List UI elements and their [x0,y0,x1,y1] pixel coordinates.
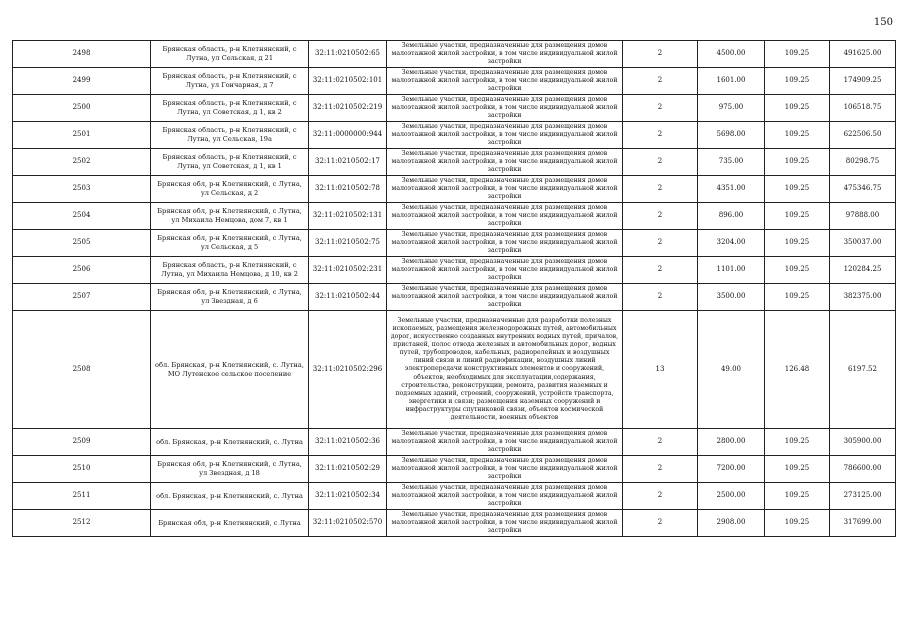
table-row [13,203,896,230]
area-cell: 1601.00 [698,68,765,95]
table-row [13,176,896,203]
address-cell: Брянская область, р-н Клетнянский, с Лутна, ул Гончарная, д 7 [151,68,309,95]
table-row [13,95,896,122]
row-number: 2512 [13,510,151,537]
group-code-cell: 2 [623,284,698,311]
land-use-cell: Земельные участки, предназначенные для размещения домов малоэтажной жилой застройки, в том числе индивидуальной жилой застройки [387,149,623,176]
address-cell: Брянская область, р-н Клетнянский, с Лутна, ул Сельская, д 21 [151,41,309,68]
address-cell: Брянская область, р-н Клетнянский, с Лутна, ул Михаила Немцова, д 10, кв 2 [151,257,309,284]
area-cell: 3500.00 [698,284,765,311]
specific-value-cell: 126.48 [765,311,830,429]
cadastral-value-cell: 97888.00 [830,203,896,230]
specific-value-cell: 109.25 [765,122,830,149]
address-cell: Брянская область, р-н Клетнянский, с Лутна, ул Сельская, 19а [151,122,309,149]
table-row [13,311,896,429]
row-number: 2506 [13,257,151,284]
specific-value-cell: 109.25 [765,68,830,95]
table-row [13,122,896,149]
specific-value-cell: 109.25 [765,230,830,257]
cadastral-value-cell: 475346.75 [830,176,896,203]
row-number: 2501 [13,122,151,149]
land-use-cell: Земельные участки, предназначенные для размещения домов малоэтажной жилой застройки, в том числе индивидуальной жилой застройки [387,95,623,122]
row-number: 2509 [13,429,151,456]
cadastral-number-cell: 32:11:0210502:131 [309,203,387,230]
land-use-cell: Земельные участки, предназначенные для размещения домов малоэтажной жилой застройки, в том числе индивидуальной жилой застройки [387,510,623,537]
cadastral-number-cell: 32:11:0210502:231 [309,257,387,284]
specific-value-cell: 109.25 [765,429,830,456]
specific-value-cell: 109.25 [765,483,830,510]
specific-value-cell: 109.25 [765,41,830,68]
row-number: 2505 [13,230,151,257]
cadastral-value-cell: 273125.00 [830,483,896,510]
row-number: 2510 [13,456,151,483]
group-code-cell: 2 [623,456,698,483]
table-row [13,230,896,257]
group-code-cell: 2 [623,176,698,203]
group-code-cell: 2 [623,122,698,149]
row-number: 2498 [13,41,151,68]
table-row [13,41,896,68]
row-number: 2504 [13,203,151,230]
address-cell: Брянская обл, р-н Клетнянский, с Лутна [151,510,309,537]
cadastral-number-cell: 32:11:0000000:944 [309,122,387,149]
cadastral-value-cell: 382375.00 [830,284,896,311]
cadastral-number-cell: 32:11:0210502:219 [309,95,387,122]
specific-value-cell: 109.25 [765,284,830,311]
address-cell: Брянская обл, р-н Клетнянский, с Лутна, ул Звездная, д 18 [151,456,309,483]
specific-value-cell: 109.25 [765,456,830,483]
specific-value-cell: 109.25 [765,203,830,230]
address-cell: обл. Брянская, р-н Клетнянский, с. Лутна [151,483,309,510]
group-code-cell: 2 [623,483,698,510]
cadastral-number-cell: 32:11:0210502:101 [309,68,387,95]
address-cell: обл. Брянская, р-н Клетнянский, с. Лутна [151,429,309,456]
area-cell: 2500.00 [698,483,765,510]
land-use-cell: Земельные участки, предназначенные для размещения домов малоэтажной жилой застройки, в том числе индивидуальной жилой застройки [387,230,623,257]
address-cell: Брянская область, р-н Клетнянский, с Лутна, ул Советская, д 1, кв 2 [151,95,309,122]
row-number: 2502 [13,149,151,176]
table-row [13,483,896,510]
area-cell: 1101.00 [698,257,765,284]
area-cell: 4500.00 [698,41,765,68]
table-row [13,456,896,483]
group-code-cell: 2 [623,510,698,537]
group-code-cell: 2 [623,149,698,176]
address-cell: обл. Брянская, р-н Клетнянский, с. Лутна, МО Лутенское сельское поселение [151,311,309,429]
address-cell: Брянская обл, р-н Клетнянский, с Лутна, ул Звездная, д 6 [151,284,309,311]
address-cell: Брянская обл, р-н Клетнянский, с Лутна, ул Сельская, д 5 [151,230,309,257]
group-code-cell: 2 [623,41,698,68]
cadastral-number-cell: 32:11:0210502:78 [309,176,387,203]
row-number: 2503 [13,176,151,203]
table-row [13,429,896,456]
row-number: 2499 [13,68,151,95]
specific-value-cell: 109.25 [765,176,830,203]
area-cell: 5698.00 [698,122,765,149]
cadastral-value-cell: 786600.00 [830,456,896,483]
group-code-cell: 2 [623,95,698,122]
cadastral-value-cell: 106518.75 [830,95,896,122]
address-cell: Брянская обл, р-н Клетнянский, с Лутна, ул Михаила Немцова, дом 7, кв 1 [151,203,309,230]
land-plots-table [12,40,896,537]
cadastral-number-cell: 32:11:0210502:65 [309,41,387,68]
cadastral-value-cell: 6197.52 [830,311,896,429]
land-use-cell: Земельные участки, предназначенные для разработки полезных ископаемых, размещения железнодорожных путей, автомобильных дорог, искусственно созданных внутренних водных путей, причалов, пристаней, полос отвода железных и автомобильных дорог, водных путей, трубопроводов, кабельных, радиорелейных и воздушных линий связи и линий радиофикации, воздушных линий электропередачи конструктивных элементов и сооружений, объектов, необходимых для эксплуатации,содержания, строительства, реконструкции, ремонта, развития наземных и подземных зданий, строений, сооружений, устройств транспорта, энергетики и связи; размещения наземных сооружений и инфраструктуры спутниковой связи, объектов космической деятельности, военных объектов [387,311,623,429]
table-row [13,149,896,176]
land-use-cell: Земельные участки, предназначенные для размещения домов малоэтажной жилой застройки, в том числе индивидуальной жилой застройки [387,429,623,456]
row-number: 2500 [13,95,151,122]
land-use-cell: Земельные участки, предназначенные для размещения домов малоэтажной жилой застройки, в том числе индивидуальной жилой застройки [387,284,623,311]
land-use-cell: Земельные участки, предназначенные для размещения домов малоэтажной жилой застройки, в том числе индивидуальной жилой застройки [387,456,623,483]
cadastral-value-cell: 305900.00 [830,429,896,456]
specific-value-cell: 109.25 [765,510,830,537]
area-cell: 896.00 [698,203,765,230]
area-cell: 735.00 [698,149,765,176]
land-use-cell: Земельные участки, предназначенные для размещения домов малоэтажной жилой застройки, в том числе индивидуальной жилой застройки [387,257,623,284]
cadastral-number-cell: 32:11:0210502:29 [309,456,387,483]
table-row [13,68,896,95]
address-cell: Брянская обл, р-н Клетнянский, с Лутна, ул Сельская, д 2 [151,176,309,203]
area-cell: 975.00 [698,95,765,122]
cadastral-value-cell: 317699.00 [830,510,896,537]
cadastral-number-cell: 32:11:0210502:296 [309,311,387,429]
specific-value-cell: 109.25 [765,257,830,284]
area-cell: 49.00 [698,311,765,429]
cadastral-value-cell: 491625.00 [830,41,896,68]
land-use-cell: Земельные участки, предназначенные для размещения домов малоэтажной жилой застройки, в том числе индивидуальной жилой застройки [387,122,623,149]
land-use-cell: Земельные участки, предназначенные для размещения домов малоэтажной жилой застройки, в том числе индивидуальной жилой застройки [387,41,623,68]
group-code-cell: 13 [623,311,698,429]
table-row [13,257,896,284]
specific-value-cell: 109.25 [765,149,830,176]
page-number: 150 [873,17,893,28]
cadastral-number-cell: 32:11:0210502:44 [309,284,387,311]
group-code-cell: 2 [623,203,698,230]
land-use-cell: Земельные участки, предназначенные для размещения домов малоэтажной жилой застройки, в том числе индивидуальной жилой застройки [387,176,623,203]
cadastral-value-cell: 120284.25 [830,257,896,284]
group-code-cell: 2 [623,68,698,95]
cadastral-value-cell: 174909.25 [830,68,896,95]
group-code-cell: 2 [623,257,698,284]
area-cell: 2800.00 [698,429,765,456]
area-cell: 4351.00 [698,176,765,203]
area-cell: 3204.00 [698,230,765,257]
cadastral-number-cell: 32:11:0210502:17 [309,149,387,176]
cadastral-value-cell: 80298.75 [830,149,896,176]
cadastral-value-cell: 622506.50 [830,122,896,149]
cadastral-value-cell: 350037.00 [830,230,896,257]
cadastral-number-cell: 32:11:0210502:34 [309,483,387,510]
row-number: 2511 [13,483,151,510]
land-use-cell: Земельные участки, предназначенные для размещения домов малоэтажной жилой застройки, в том числе индивидуальной жилой застройки [387,483,623,510]
group-code-cell: 2 [623,429,698,456]
land-use-cell: Земельные участки, предназначенные для размещения домов малоэтажной жилой застройки, в том числе индивидуальной жилой застройки [387,203,623,230]
cadastral-number-cell: 32:11:0210502:36 [309,429,387,456]
table-row [13,510,896,537]
land-use-cell: Земельные участки, предназначенные для размещения домов малоэтажной жилой застройки, в том числе индивидуальной жилой застройки [387,68,623,95]
specific-value-cell: 109.25 [765,95,830,122]
area-cell: 7200.00 [698,456,765,483]
area-cell: 2908.00 [698,510,765,537]
cadastral-number-cell: 32:11:0210502:570 [309,510,387,537]
cadastral-number-cell: 32:11:0210502:75 [309,230,387,257]
row-number: 2507 [13,284,151,311]
group-code-cell: 2 [623,230,698,257]
row-number: 2508 [13,311,151,429]
table-row [13,284,896,311]
address-cell: Брянская область, р-н Клетнянский, с Лутна, ул Советская, д 1, кв 1 [151,149,309,176]
